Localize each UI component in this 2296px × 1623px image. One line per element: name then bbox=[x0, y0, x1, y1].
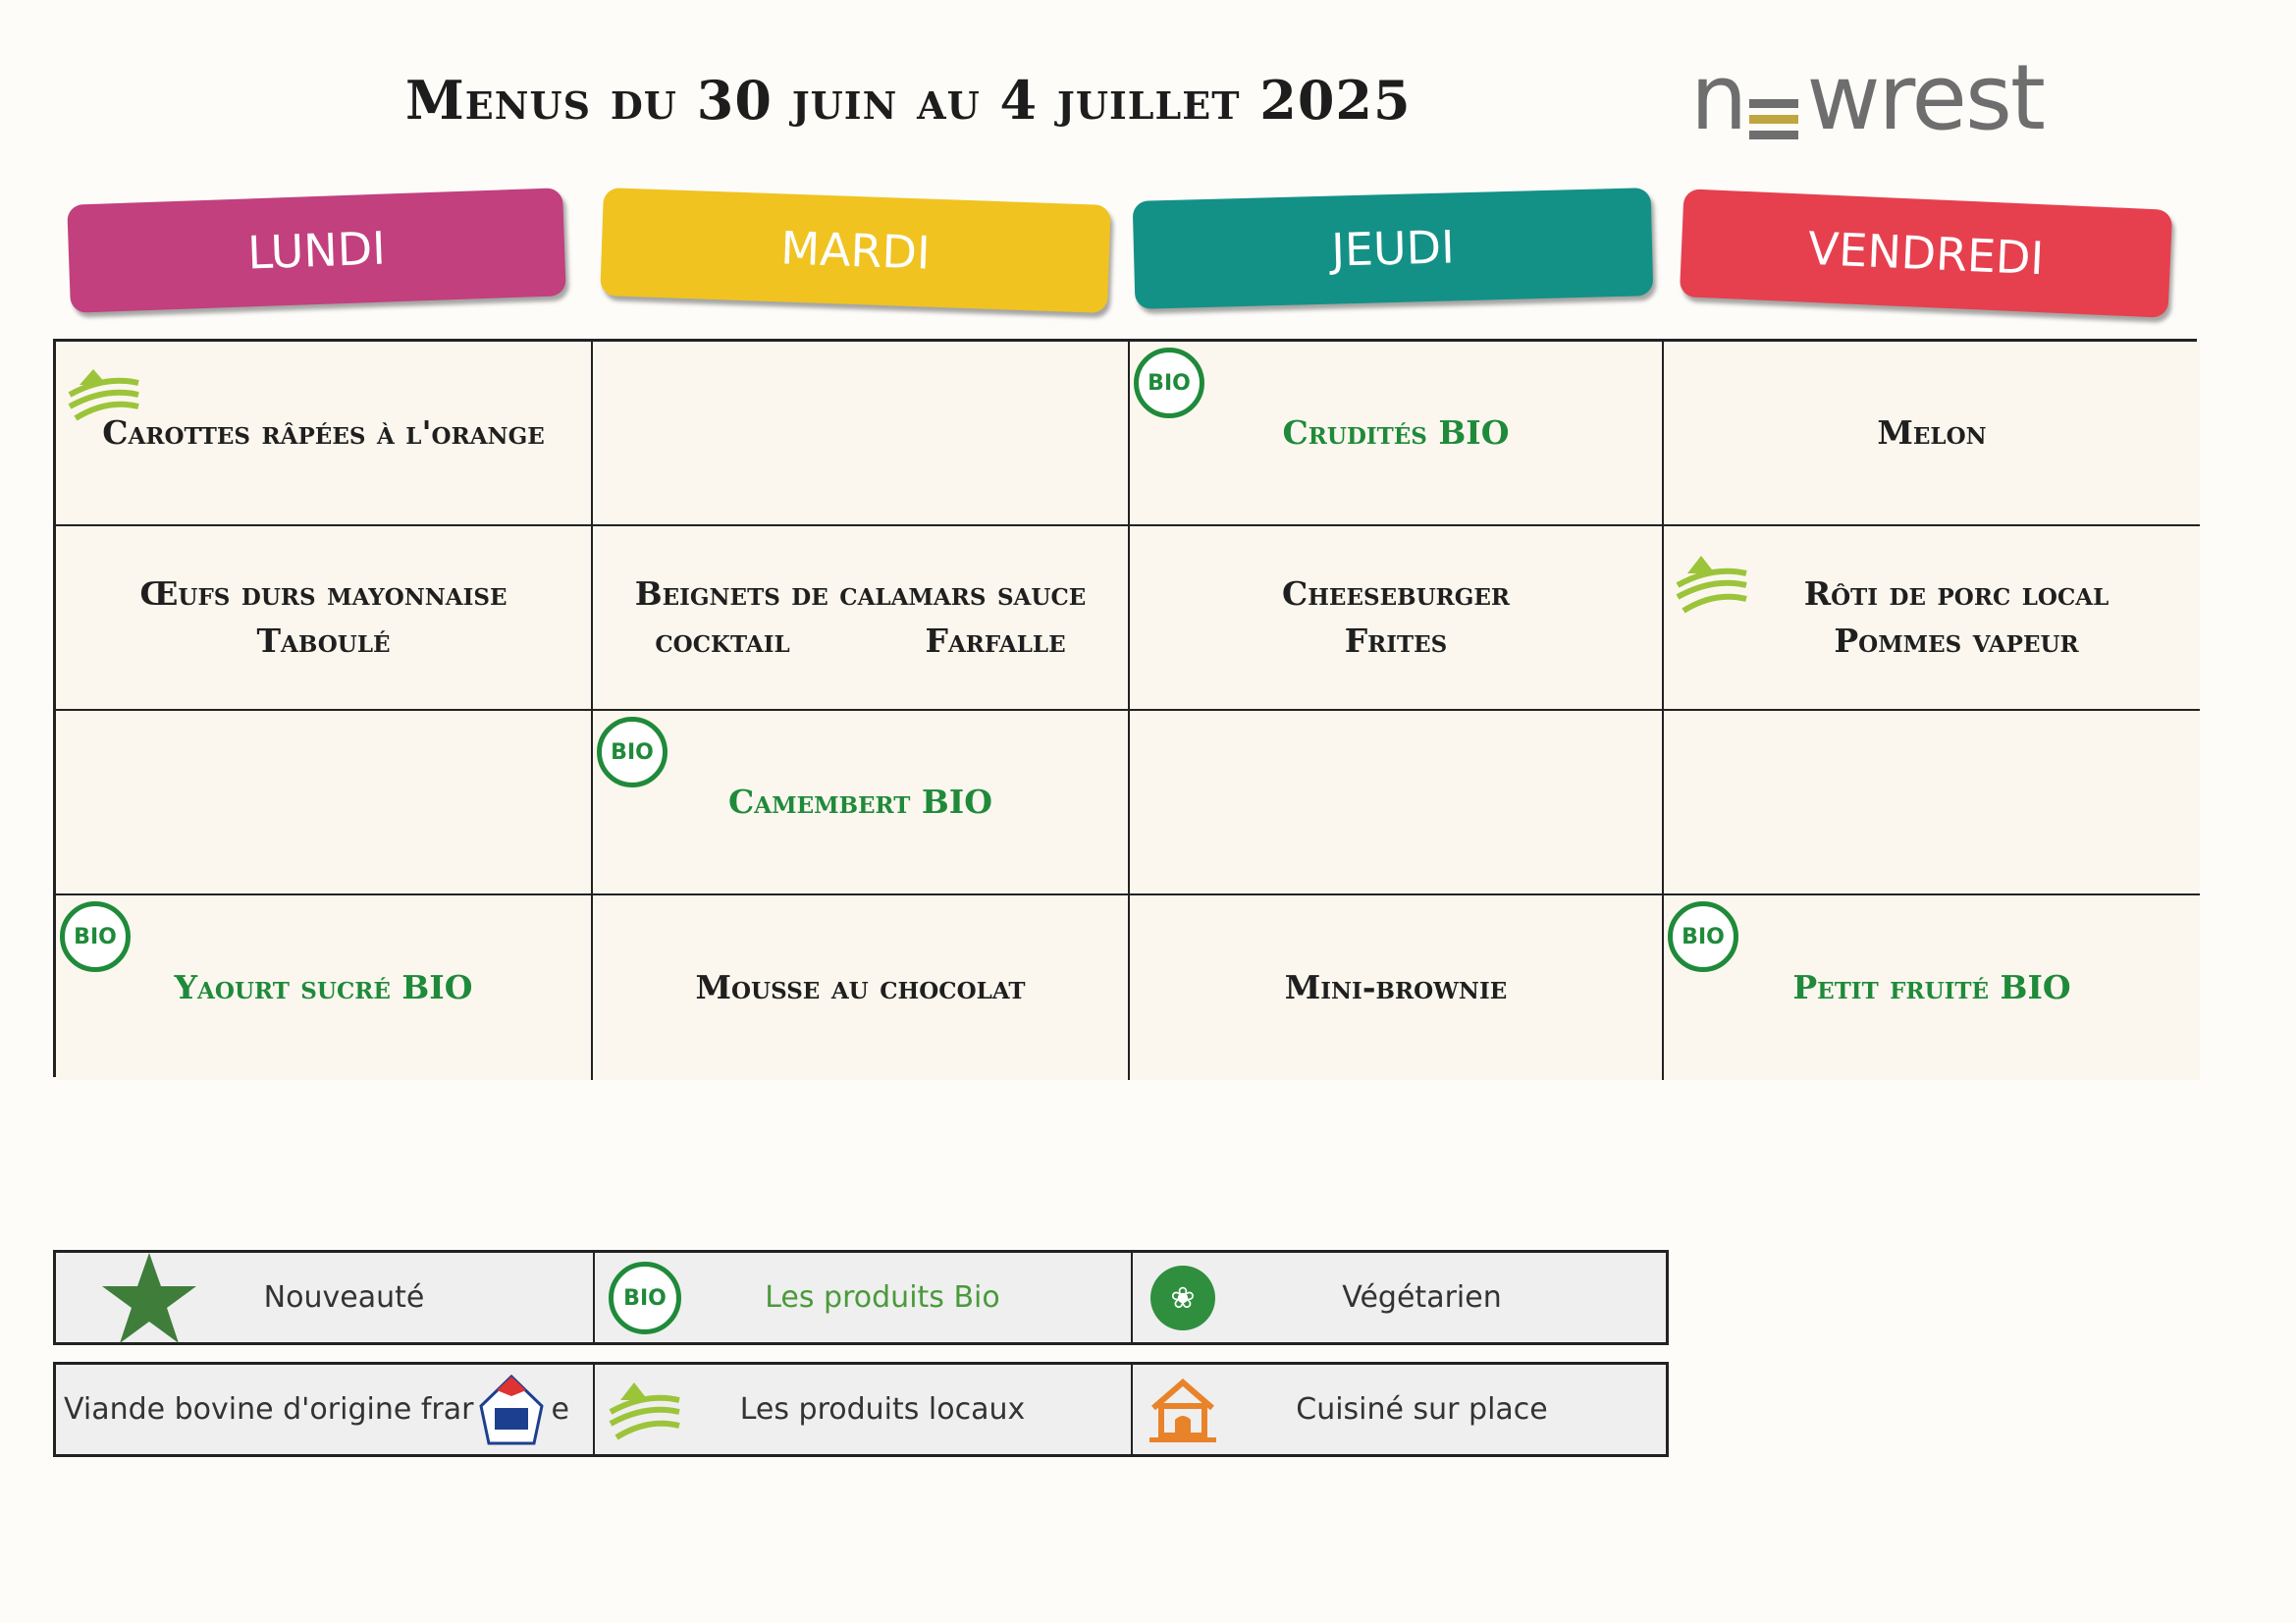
legend-label-tail: e bbox=[551, 1392, 569, 1427]
dish-jeudi-dessert: Mini-brownie bbox=[1284, 968, 1508, 1006]
menu-cell bbox=[1130, 526, 1664, 711]
day-header-vendredi: VENDREDI bbox=[1680, 189, 2172, 318]
legend-label: Viande bovine d'origine frar bbox=[64, 1392, 474, 1427]
star-icon bbox=[95, 1260, 203, 1336]
day-header-jeudi: JEUDI bbox=[1133, 188, 1654, 309]
newrest-logo bbox=[1690, 45, 2044, 150]
dish-vendredi-plat: Rôti de porc local Pommes vapeur bbox=[1803, 574, 2109, 660]
logo-e-mark bbox=[1745, 54, 1806, 142]
bio-icon bbox=[605, 1260, 685, 1336]
dish-lundi-plat: Œufs durs mayonnaise Taboulé bbox=[139, 574, 507, 660]
menu-cell bbox=[593, 342, 1130, 526]
legend-nouveaute bbox=[56, 1253, 595, 1342]
legend-bio bbox=[595, 1253, 1133, 1342]
bio-icon: BIO bbox=[60, 901, 131, 972]
dish-vendredi-entree: Melon bbox=[1877, 413, 1987, 452]
menu-cell bbox=[56, 526, 593, 711]
legend-row bbox=[53, 1362, 1669, 1457]
menu-cell bbox=[1664, 895, 2200, 1080]
menu-cell bbox=[56, 711, 593, 895]
dish-mardi-fromage: Camembert BIO bbox=[728, 783, 992, 821]
dish-mardi-plat: Beignets de calamars sauce cocktail Farfalle bbox=[634, 574, 1087, 660]
legend-label: Végétarien bbox=[1342, 1280, 1502, 1315]
dish-jeudi-plat: Cheeseburger Frites bbox=[1281, 574, 1511, 660]
page-title: Menus du 30 juin au 4 juillet 2025 bbox=[405, 69, 1412, 132]
menu-cell bbox=[56, 895, 593, 1080]
dish-lundi-dessert: Yaourt sucré BIO bbox=[174, 968, 473, 1006]
day-header-lundi: LUNDI bbox=[67, 188, 566, 313]
legend-label: Les produits locaux bbox=[739, 1392, 1026, 1427]
day-header-mardi: MARDI bbox=[600, 188, 1111, 313]
dish-mardi-dessert: Mousse au chocolat bbox=[695, 968, 1026, 1006]
menu-cell bbox=[593, 711, 1130, 895]
bio-icon: BIO bbox=[1668, 901, 1738, 972]
legend-label: Les produits Bio bbox=[765, 1280, 1000, 1315]
menu-cell bbox=[56, 342, 593, 526]
menu-cell bbox=[593, 526, 1130, 711]
local-produce-icon bbox=[605, 1372, 685, 1448]
logo-prefix: n bbox=[1690, 45, 1746, 150]
legend-label: Nouveauté bbox=[263, 1280, 425, 1315]
bio-badge: BIO bbox=[609, 1262, 681, 1334]
legend-cuisine-sur-place bbox=[1133, 1365, 1672, 1454]
legend-row bbox=[53, 1250, 1669, 1345]
local-produce-icon bbox=[66, 355, 142, 426]
dish-vendredi-dessert: Petit fruité BIO bbox=[1792, 968, 2071, 1006]
vegetarian-icon bbox=[1143, 1260, 1223, 1336]
menu-cell bbox=[1130, 711, 1664, 895]
vegetarian-badge: ❀ bbox=[1150, 1266, 1215, 1330]
viande-bovine-francaise-icon bbox=[471, 1372, 552, 1448]
logo-suffix: wrest bbox=[1806, 45, 2044, 150]
dish-lundi-entree: Carottes râpées à l'orange bbox=[102, 413, 545, 452]
legend-vegetarien bbox=[1133, 1253, 1672, 1342]
house-icon bbox=[1143, 1372, 1223, 1448]
legend-label: Cuisiné sur place bbox=[1296, 1392, 1548, 1427]
legend-viande-bovine bbox=[56, 1365, 595, 1454]
menu-cell bbox=[1664, 711, 2200, 895]
dish-jeudi-entree: Crudités BIO bbox=[1282, 413, 1510, 452]
menu-cell bbox=[1130, 342, 1664, 526]
legend-locaux bbox=[595, 1365, 1133, 1454]
menu-cell bbox=[1664, 526, 2200, 711]
bio-icon: BIO bbox=[1134, 348, 1204, 418]
menu-grid bbox=[53, 339, 2197, 1077]
local-produce-icon bbox=[1674, 544, 1750, 622]
menu-cell bbox=[1130, 895, 1664, 1080]
menu-cell bbox=[1664, 342, 2200, 526]
bio-icon: BIO bbox=[597, 717, 667, 787]
menu-cell bbox=[593, 895, 1130, 1080]
